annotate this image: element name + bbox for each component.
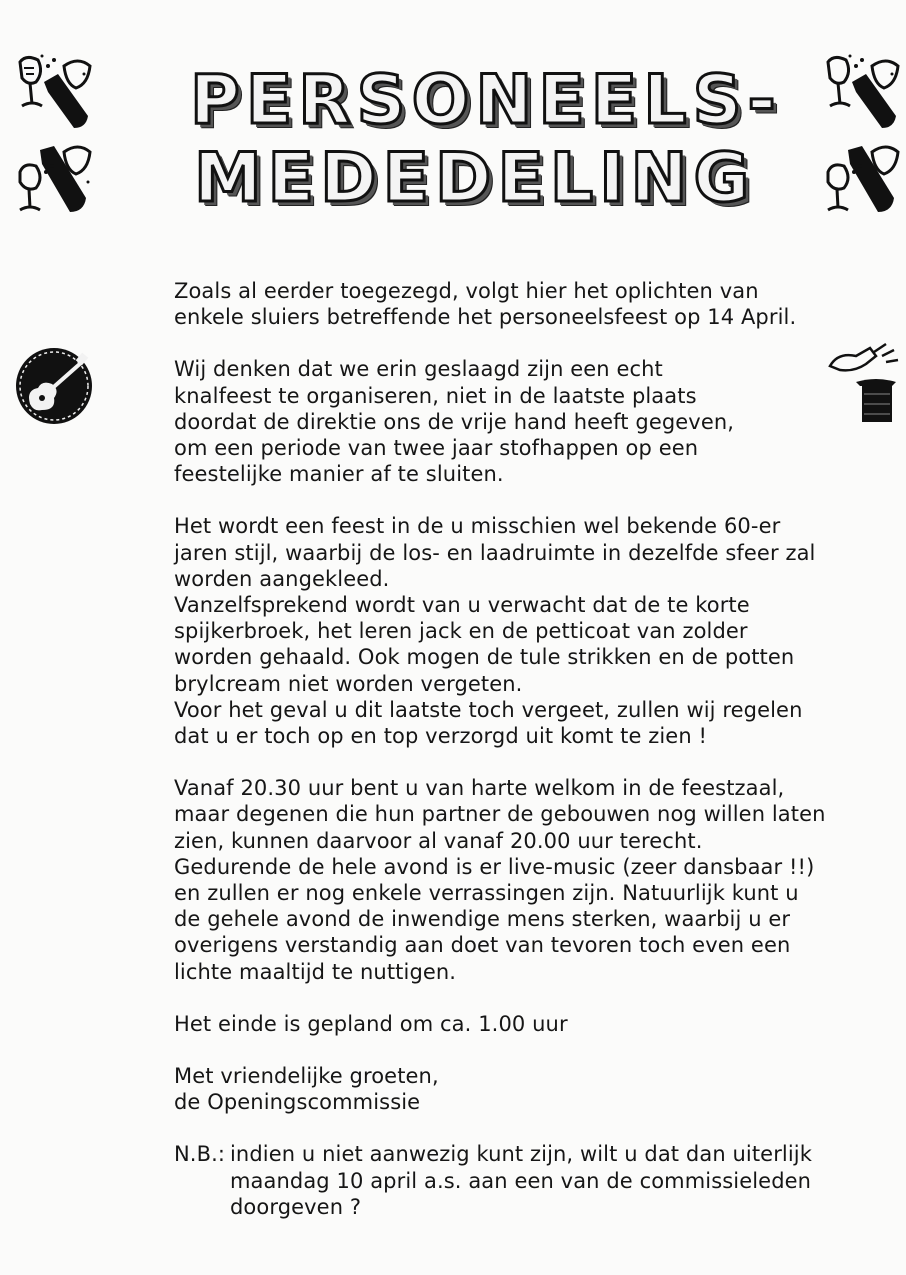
- text-line: Zoals al eerder toegezegd, volgt hier het oplichten van: [174, 279, 759, 303]
- champagne-icon: [822, 142, 902, 224]
- text-line: Vanzelfsprekend wordt van u verwacht dat de te korte: [174, 593, 750, 618]
- text-line: overigens verstandig aan doet van tevoren toch even een: [174, 933, 791, 958]
- text-line: en zullen er nog enkele verrassingen zijn. Natuurlijk kunt u: [174, 881, 799, 906]
- guitar-icon: [12, 344, 96, 428]
- text-line: Gedurende de hele avond is er live-music (zeer dansbaar !!): [174, 854, 815, 879]
- letter-body: [174, 278, 874, 1220]
- nota-bene: [174, 1141, 874, 1220]
- text-line: doorgeven ?: [230, 1194, 362, 1219]
- champagne-icon: [14, 142, 94, 224]
- text-line: doordat de direktie ons de vrije hand heeft gegeven,: [174, 409, 735, 434]
- text-line: Voor het geval u dit laatste toch vergeet, zullen wij regelen: [174, 697, 803, 722]
- text-line: Met vriendelijke groeten,: [174, 1064, 439, 1089]
- text-line: Vanaf 20.30 uur bent u van harte welkom in de feestzaal,: [174, 776, 785, 801]
- text-line: maandag 10 april a.s. aan een van de commissieleden: [230, 1168, 812, 1193]
- text-line: brylcream niet worden vergeten.: [174, 671, 523, 696]
- text-line: maar degenen die hun partner de gebouwen nog willen laten: [174, 802, 826, 827]
- text-line: Het wordt een feest in de u misschien wel bekende 60-er: [174, 514, 781, 539]
- paragraph-closing: [174, 1063, 874, 1115]
- text-line: dat u er toch op en top verzorgd uit komt te zien !: [174, 724, 708, 749]
- paragraph-end-time: [174, 1011, 874, 1037]
- signature-line: de Openingscommissie: [174, 1090, 421, 1115]
- text-line: feestelijke manier af te sluiten.: [174, 462, 504, 487]
- text-line: indien u niet aanwezig kunt zijn, wilt u dat dan uiterlijk: [230, 1142, 812, 1167]
- text-line: Het einde is gepland om ca. 1.00 uur: [174, 1011, 568, 1036]
- text-line: Wij denken dat we erin geslaagd zijn een echt: [174, 357, 663, 382]
- page-title: [190, 61, 782, 218]
- text-line: spijkerbroek, het leren jack en de petticoat van zolder: [174, 619, 748, 644]
- title-line-1: PERSONEELS-: [190, 61, 782, 140]
- paragraph-organisation: [174, 356, 874, 487]
- text-line: knalfeest te organiseren, niet in de laatste plaats: [174, 383, 697, 408]
- paragraph-schedule: [174, 775, 874, 985]
- champagne-icon: [14, 52, 94, 134]
- paragraph-theme: [174, 513, 874, 749]
- text-line: om een periode van twee jaar stofhappen op een: [174, 436, 699, 461]
- text-line: enkele sluiers betreffende het personeelsfeest op 14 April.: [174, 305, 797, 330]
- champagne-icon: [822, 52, 902, 134]
- nb-label: N.B.:: [174, 1142, 226, 1167]
- text-line: de gehele avond de inwendige mens sterken, waarbij u er: [174, 907, 791, 932]
- title-line-2: MEDEDELING: [194, 139, 756, 218]
- text-line: jaren stijl, waarbij de los- en laadruimte in dezelfde sfeer zal: [174, 540, 816, 565]
- text-line: zien, kunnen daarvoor al vanaf 20.00 uur terecht.: [174, 828, 703, 853]
- text-line: worden gehaald. Ook mogen de tule strikken en de potten: [174, 645, 795, 670]
- text-line: worden aangekleed.: [174, 566, 390, 591]
- paragraph-intro: [174, 278, 874, 330]
- text-line: lichte maaltijd te nuttigen.: [174, 959, 457, 984]
